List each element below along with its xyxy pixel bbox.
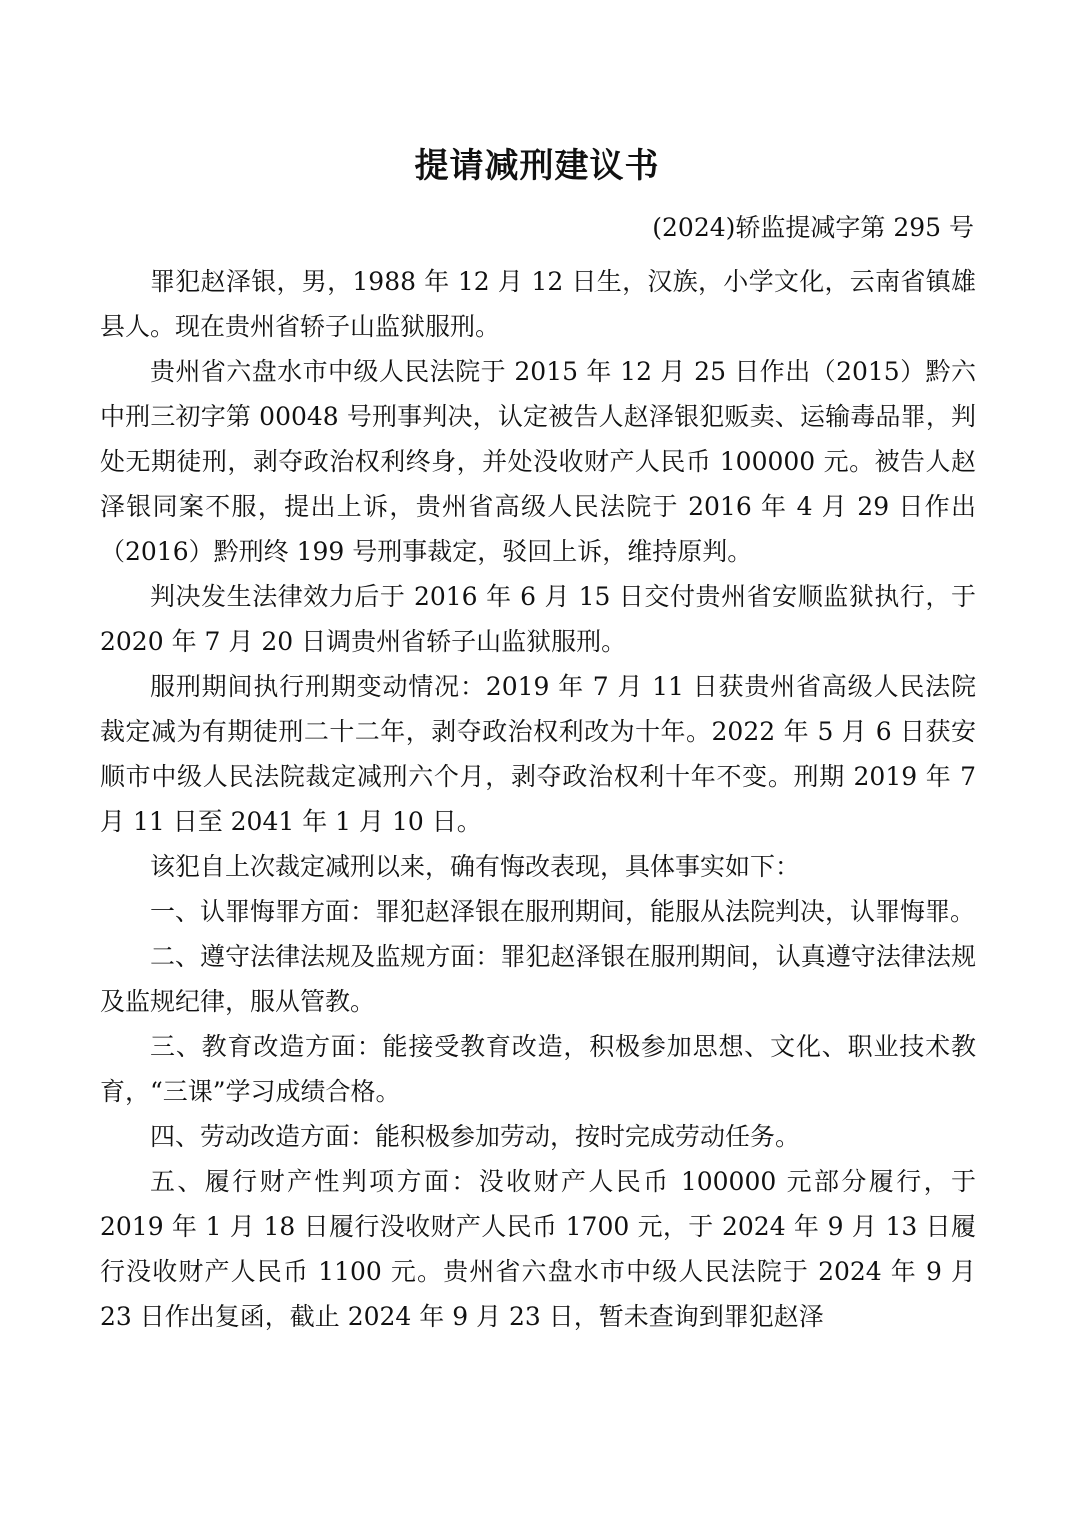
paragraph-item-1-guilt: 一、认罪悔罪方面：罪犯赵泽银在服刑期间，能服从法院判决，认罪悔罪。 [150,897,976,926]
paragraph-item-3-education: 三、教育改造方面：能接受教育改造，积极参加思想、文化、职业技术教育，“三课”学习成绩合格。 [100,1032,976,1106]
document-title: 提请减刑建议书 [414,146,660,186]
document-number: (2024)轿监提减字第 295 号 [652,213,974,242]
paragraph-original-judgment: 贵州省六盘水市中级人民法院于 2015 年 12 月 25 日作出（2015）黔六中刑三初字第 00048 号刑事判决，认定被告人赵泽银犯贩卖、运输毒品罪，判处无期徒刑，剥夺政治权利终身，并处没收财产人民币 100000 元。被告人赵泽银同案不服，提出上诉，贵州省高级人民法院于 2016 年 4 月 29 日作出（2016）黔刑终 199 号刑事裁定，驳回上诉，维持原判。 [100,357,976,566]
paragraph-item-2-law: 二、遵守法律法规及监规方面：罪犯赵泽银在服刑期间，认真遵守法律法规及监规纪律，服从管教。 [100,942,976,1016]
document-body [100,259,976,1339]
paragraph-execution-transfer: 判决发生法律效力后于 2016 年 6 月 15 日交付贵州省安顺监狱执行，于 2020 年 7 月 20 日调贵州省轿子山监狱服刑。 [100,582,976,656]
paragraph-criminal-info: 罪犯赵泽银，男，1988 年 12 月 12 日生，汉族，小学文化，云南省镇雄县人。现在贵州省轿子山监狱服刑。 [100,267,976,341]
paragraph-repentance-intro: 该犯自上次裁定减刑以来，确有悔改表现，具体事实如下： [150,852,801,881]
paragraph-sentence-changes: 服刑期间执行刑期变动情况：2019 年 7 月 11 日获贵州省高级人民法院裁定减为有期徒刑二十二年，剥夺政治权利改为十年。2022 年 5 月 6 日获安顺市中级人民法院裁定减刑六个月，剥夺政治权利十年不变。刑期 2019 年 7 月 11 日至 2041 年 1 月 10 日。 [100,672,976,836]
paragraph-item-5-property: 五、履行财产性判项方面：没收财产人民币 100000 元部分履行，于 2019 年 1 月 18 日履行没收财产人民币 1700 元，于 2024 年 9 月 13 日履行没收财产人民币 1100 元。贵州省六盘水市中级人民法院于 2024 年 9 月 23 日作出复函，截止 2024 年 9 月 23 日，暂未查询到罪犯赵泽 [100,1167,976,1331]
paragraph-item-4-labor: 四、劳动改造方面：能积极参加劳动，按时完成劳动任务。 [150,1122,801,1151]
